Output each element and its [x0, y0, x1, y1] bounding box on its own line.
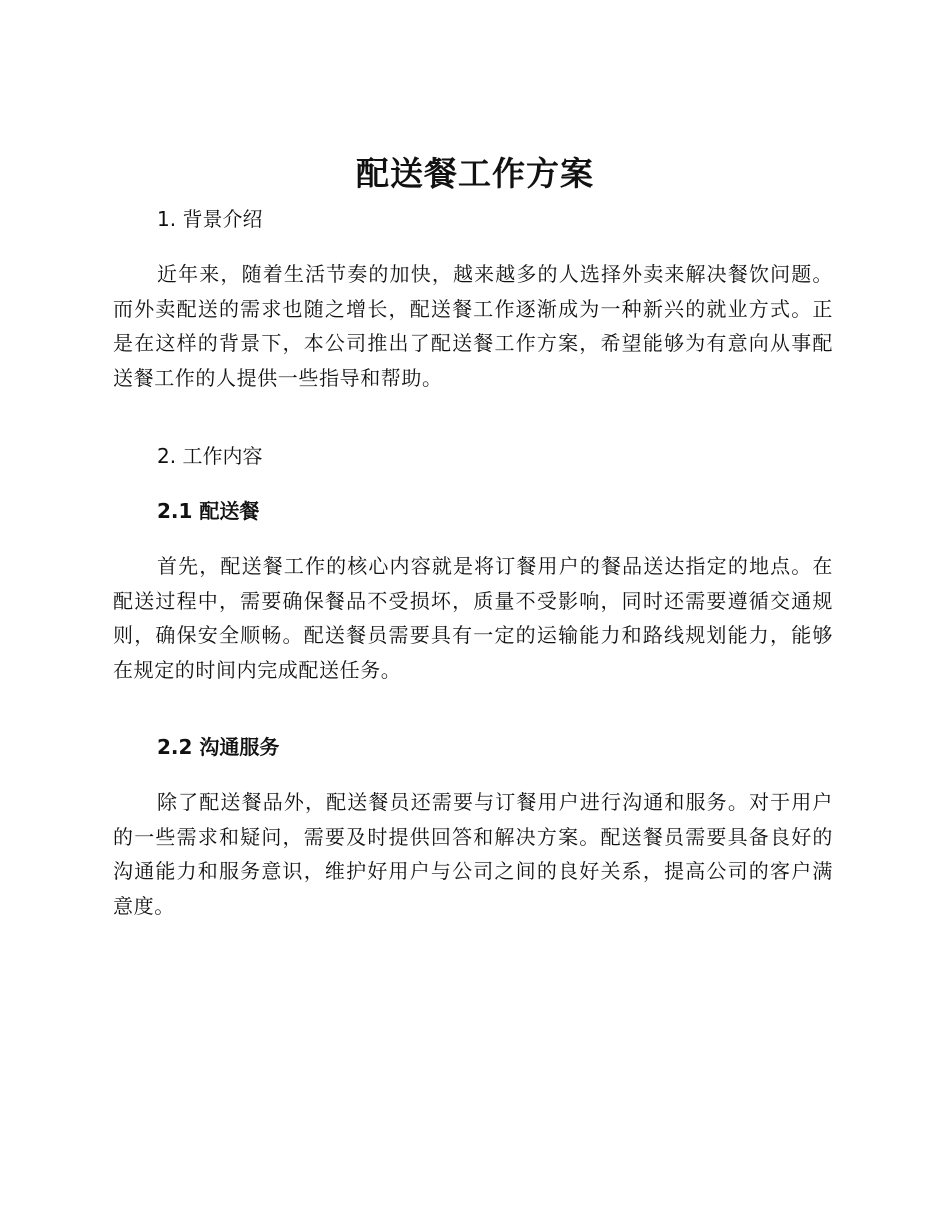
- document-title: 配送餐工作方案: [356, 154, 594, 193]
- paragraph-communication: 除了配送餐品外，配送餐员还需要与订餐用户进行沟通和服务。对于用户的一些需求和疑问，需要及时提供回答和解决方案。配送餐员需要具备良好的沟通能力和服务意识，维护好用户与公司之间的良好关系，提高公司的客户满意度。: [113, 790, 833, 918]
- section-heading-background: 1. 背景介绍: [157, 207, 263, 231]
- section-heading-delivery: 2.1 配送餐: [157, 499, 260, 523]
- paragraph-delivery: 首先，配送餐工作的核心内容就是将订餐用户的餐品送达指定的地点。在配送过程中，需要确保餐品不受损坏，质量不受影响，同时还需要遵循交通规则，确保安全顺畅。配送餐员需要具有一定的运输能力和路线规划能力，能够在规定的时间内完成配送任务。: [113, 554, 833, 682]
- section-heading-communication: 2.2 沟通服务: [157, 735, 280, 759]
- section-heading-work-content: 2. 工作内容: [157, 444, 263, 468]
- paragraph-background: 近年来，随着生活节奏的加快，越来越多的人选择外卖来解决餐饮问题。而外卖配送的需求也随之增长，配送餐工作逐渐成为一种新兴的就业方式。正是在这样的背景下，本公司推出了配送餐工作方案，希望能够为有意向从事配送餐工作的人提供一些指导和帮助。: [113, 262, 833, 390]
